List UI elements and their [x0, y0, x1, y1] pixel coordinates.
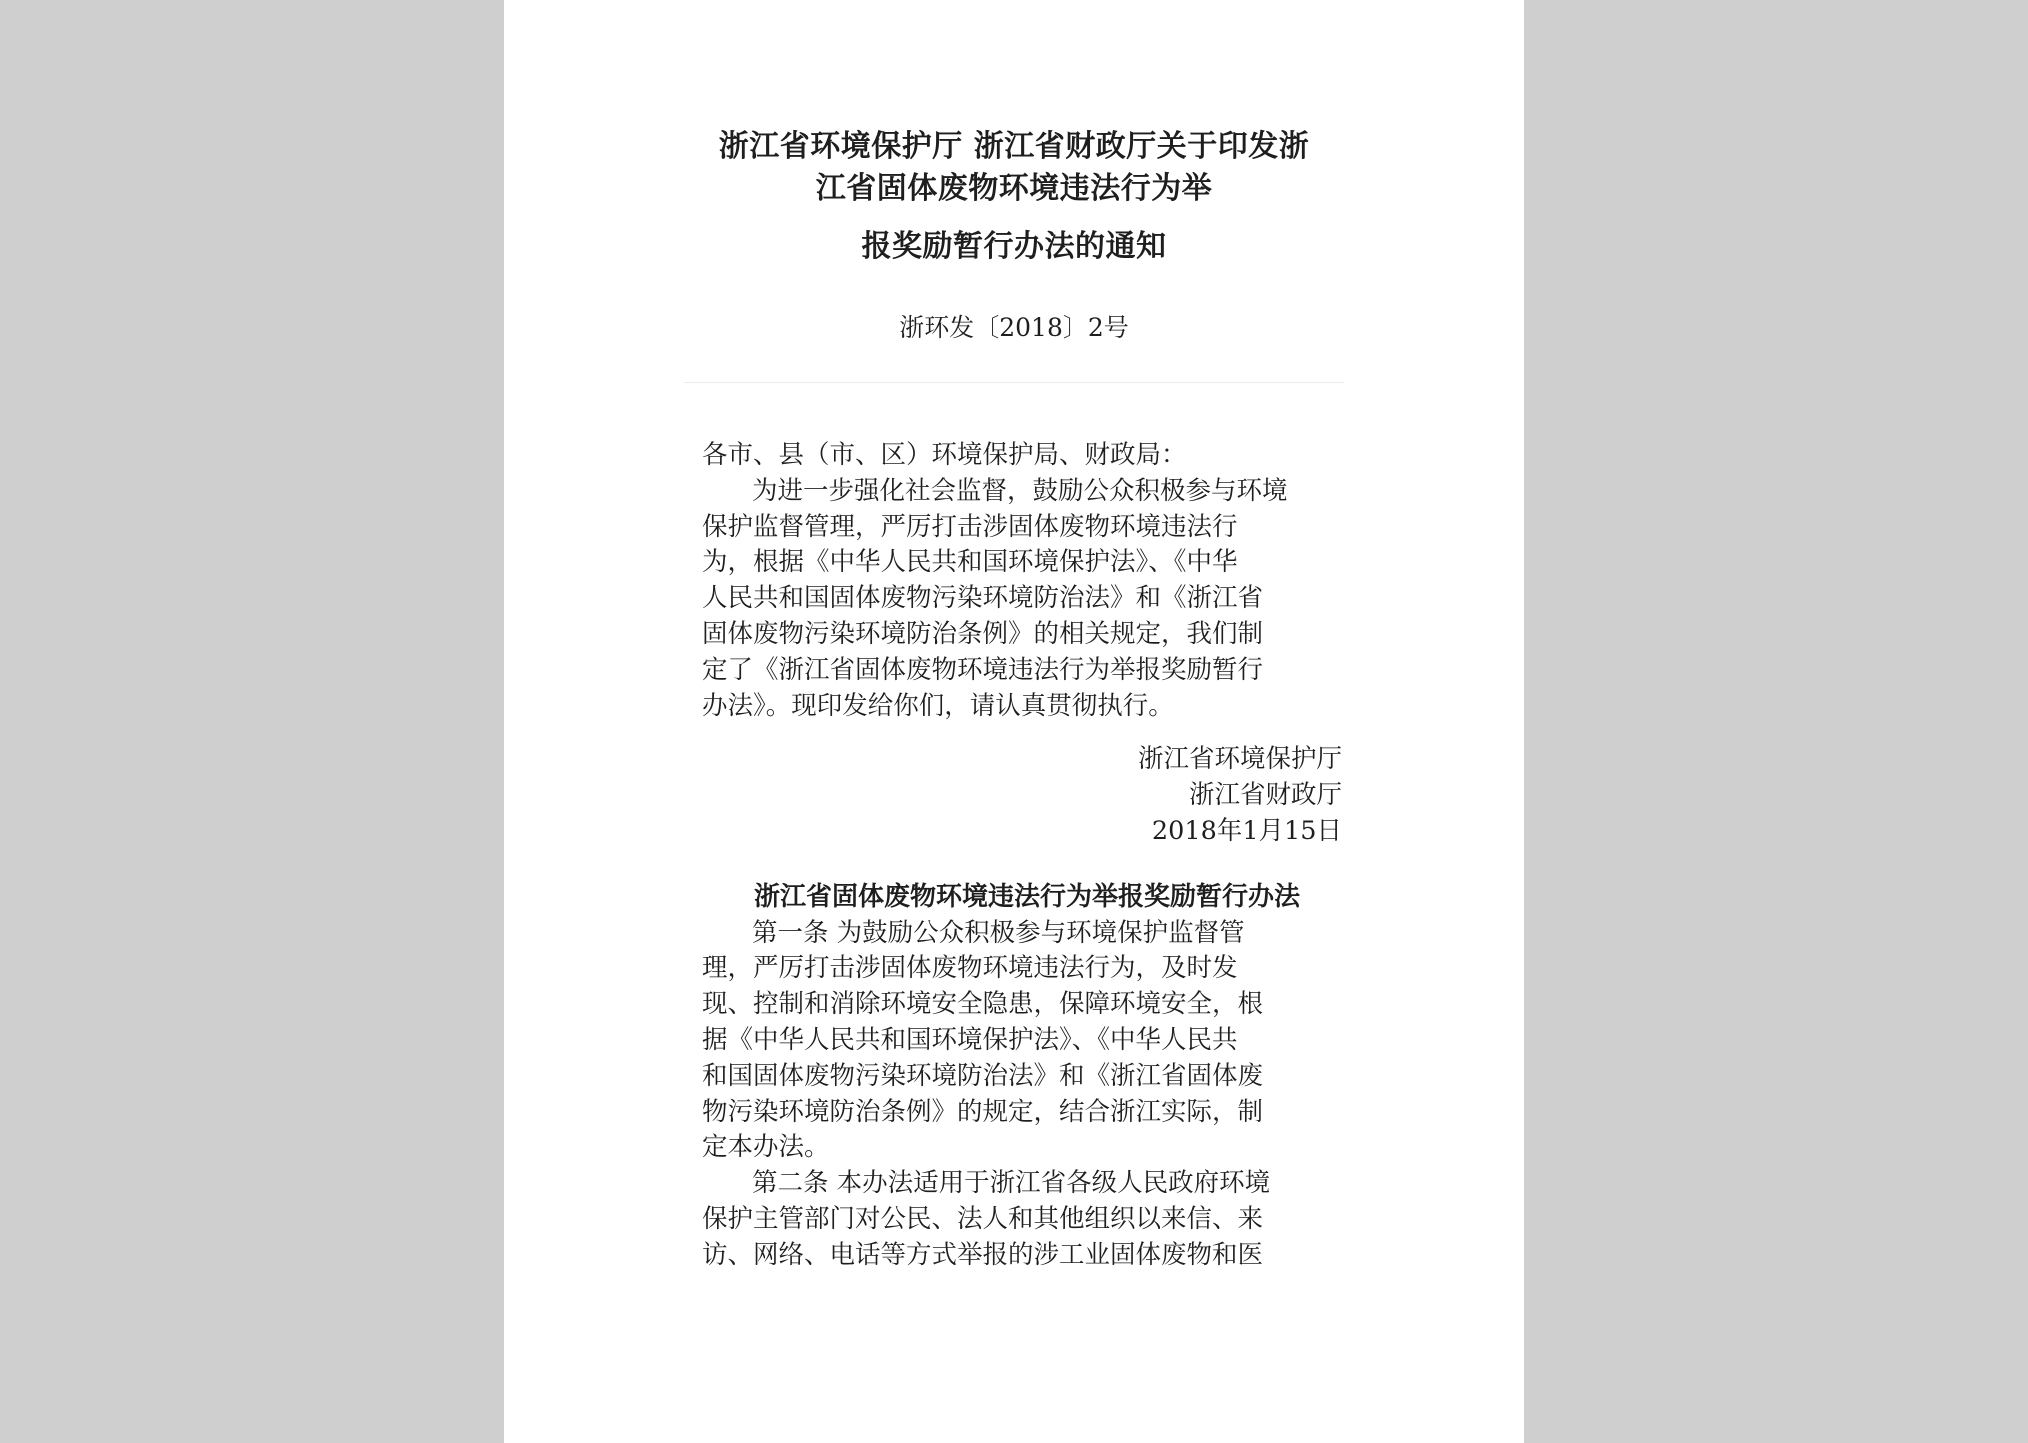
article-1-line: 第一条 为鼓励公众积极参与环境保护监督管: [752, 917, 1245, 948]
article-1-line: 定本办法。: [702, 1132, 830, 1163]
body-line: 固体废物污染环境防治条例》的相关规定，我们制: [702, 618, 1264, 649]
article-1-line: 理，严厉打击涉固体废物环境违法行为，及时发: [702, 953, 1238, 984]
header-divider: [684, 382, 1344, 383]
article-1-line: 和国固体废物污染环境防治法》和《浙江省固体废: [702, 1060, 1264, 1091]
body-line: 为，根据《中华人民共和国环境保护法》、《中华: [702, 547, 1238, 578]
document-title: [504, 126, 1524, 268]
title-line-2: 江省固体废物环境违法行为举: [815, 171, 1213, 206]
body-line: 人民共和国固体废物污染环境防治法》和《浙江省: [702, 583, 1264, 614]
signature-date: 2018年1月15日: [1151, 815, 1342, 846]
article-1-line: 据《中华人民共和国环境保护法》、《中华人民共: [702, 1024, 1238, 1055]
signature-org-2: 浙江省财政厅: [1188, 780, 1342, 811]
article-2-line: 保护主管部门对公民、法人和其他组织以来信、来: [702, 1203, 1264, 1234]
signature-org-1: 浙江省环境保护厅: [1137, 744, 1342, 775]
document-number: 浙环发〔2018〕2号: [899, 313, 1129, 342]
article-2-line: 第二条 本办法适用于浙江省各级人民政府环境: [752, 1168, 1271, 1199]
body-line: 保护监督管理，严厉打击涉固体废物环境违法行: [702, 511, 1238, 542]
article-1-line: 现、控制和消除环境安全隐患，保障环境安全，根: [702, 989, 1264, 1020]
article-2-line: 访、网络、电话等方式举报的涉工业固体废物和医: [702, 1239, 1264, 1270]
law-title: 浙江省固体废物环境违法行为举报奖励暂行办法: [753, 881, 1300, 912]
document-page: [504, 0, 1524, 1443]
body-line: 定了《浙江省固体废物环境违法行为举报奖励暂行: [702, 654, 1264, 685]
article-1-line: 物污染环境防治条例》的规定，结合浙江实际，制: [702, 1096, 1264, 1127]
addressee: 各市、县（市、区）环境保护局、财政局：: [702, 440, 1187, 470]
body-line: 办法》。现印发给你们，请认真贯彻执行。: [702, 690, 1174, 721]
title-line-1: 浙江省环境保护厅 浙江省财政厅关于印发浙: [718, 129, 1310, 164]
body-line: 为进一步强化社会监督，鼓励公众积极参与环境: [752, 475, 1288, 506]
document-body: [702, 438, 1352, 1274]
title-line-3: 报奖励暂行办法的通知: [861, 229, 1167, 264]
